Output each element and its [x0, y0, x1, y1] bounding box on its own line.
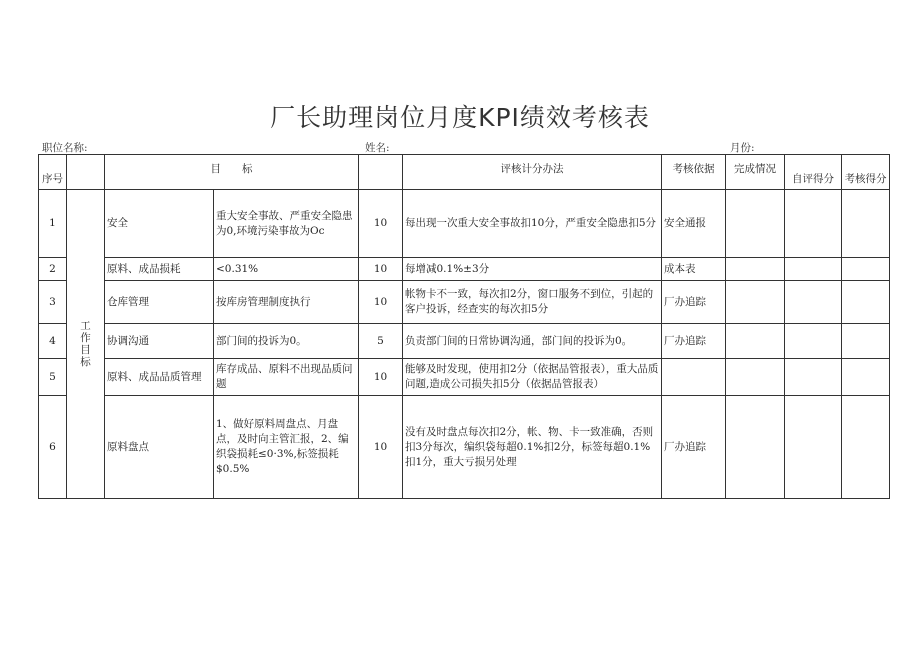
row-target: 部门间的投诉为0。: [214, 324, 359, 359]
category-label: 工作目标: [80, 320, 91, 368]
row-self-score[interactable]: [785, 396, 842, 499]
kpi-table: [38, 154, 890, 499]
row-item: 原料盘点: [105, 396, 214, 499]
row-item: 安全: [105, 190, 214, 258]
row-item: 原料、成品品质管理: [105, 359, 214, 396]
table-row: [39, 281, 890, 324]
row-self-score[interactable]: [785, 258, 842, 281]
row-review-score[interactable]: [842, 396, 890, 499]
row-self-score[interactable]: [785, 324, 842, 359]
row-method: 能够及时发现，使用扣2分（依据品管报表），重大品质问题,造成公司损失扣5分（依据品管报表）: [403, 359, 662, 396]
row-weight: 10: [359, 190, 403, 258]
row-target: 按库房管理制度执行: [214, 281, 359, 324]
month-label: 月份:: [730, 142, 755, 154]
row-completion[interactable]: [726, 359, 785, 396]
category-cell: [67, 190, 105, 499]
row-weight: 10: [359, 396, 403, 499]
row-completion[interactable]: [726, 190, 785, 258]
header-basis: 考核依据: [662, 155, 726, 190]
row-method: 帐物卡不一致，每次扣2分，窗口服务不到位，引起的客户投诉，经查实的每次扣5分: [403, 281, 662, 324]
header-weight-blank: [359, 155, 403, 190]
row-target: 1、做好原料周盘点、月盘点，及时向主管汇报，2、编织袋损耗≤0·3%,标签损耗$0.5%: [214, 396, 359, 499]
row-seq: 3: [39, 281, 67, 324]
row-seq: 5: [39, 359, 67, 396]
row-seq: 1: [39, 190, 67, 258]
row-weight: 5: [359, 324, 403, 359]
row-weight: 10: [359, 359, 403, 396]
header-self-score: 自评得分: [785, 155, 842, 190]
row-basis: 成本表: [662, 258, 726, 281]
row-seq: 6: [39, 396, 67, 499]
table-row: [39, 324, 890, 359]
row-review-score[interactable]: [842, 359, 890, 396]
row-self-score[interactable]: [785, 281, 842, 324]
table-row: [39, 359, 890, 396]
row-review-score[interactable]: [842, 190, 890, 258]
position-label: 职位名称:: [42, 142, 88, 154]
row-target: 重大安全事故、严重安全隐患为0,环境污染事故为Oc: [214, 190, 359, 258]
row-completion[interactable]: [726, 258, 785, 281]
row-completion[interactable]: [726, 281, 785, 324]
name-label: 姓名:: [365, 142, 390, 154]
row-seq: 4: [39, 324, 67, 359]
row-method: 没有及时盘点每次扣2分，帐、物、卡一致准确，否则扣3分每次，编织袋每超0.1%扣2分，标签每超0.1%扣1分，重大亏损另处理: [403, 396, 662, 499]
row-review-score[interactable]: [842, 281, 890, 324]
row-weight: 10: [359, 281, 403, 324]
row-self-score[interactable]: [785, 190, 842, 258]
row-self-score[interactable]: [785, 359, 842, 396]
header-seq: 序号: [39, 155, 67, 190]
header-completion: 完成情况: [726, 155, 785, 190]
header-category-blank: [67, 155, 105, 190]
row-review-score[interactable]: [842, 324, 890, 359]
header-method: 评核计分办法: [403, 155, 662, 190]
row-basis: 厂办追踪: [662, 324, 726, 359]
row-method: 负责部门间的日常协调沟通，部门间的投诉为0。: [403, 324, 662, 359]
row-method: 每出现一次重大安全事故扣10分，严重安全隐患扣5分: [403, 190, 662, 258]
row-seq: 2: [39, 258, 67, 281]
row-weight: 10: [359, 258, 403, 281]
table-row: [39, 396, 890, 499]
row-item: 协调沟通: [105, 324, 214, 359]
row-basis: 厂办追踪: [662, 281, 726, 324]
row-item: 仓库管理: [105, 281, 214, 324]
row-method: 每增减0.1%±3分: [403, 258, 662, 281]
row-completion[interactable]: [726, 396, 785, 499]
table-row: [39, 258, 890, 281]
row-target: 库存成品、原料不出现品质问题: [214, 359, 359, 396]
header-review-score: 考核得分: [842, 155, 890, 190]
page-title: 厂长助理岗位月度KPI绩效考核表: [270, 103, 650, 132]
row-basis: 厂办追踪: [662, 396, 726, 499]
row-target: <0.31%: [214, 258, 359, 281]
row-basis: 安全通报: [662, 190, 726, 258]
header-target: 目 标: [105, 155, 359, 190]
row-review-score[interactable]: [842, 258, 890, 281]
row-completion[interactable]: [726, 324, 785, 359]
table-row: [39, 190, 890, 258]
row-basis: [662, 359, 726, 396]
header-row: [39, 155, 890, 190]
row-item: 原料、成品损耗: [105, 258, 214, 281]
